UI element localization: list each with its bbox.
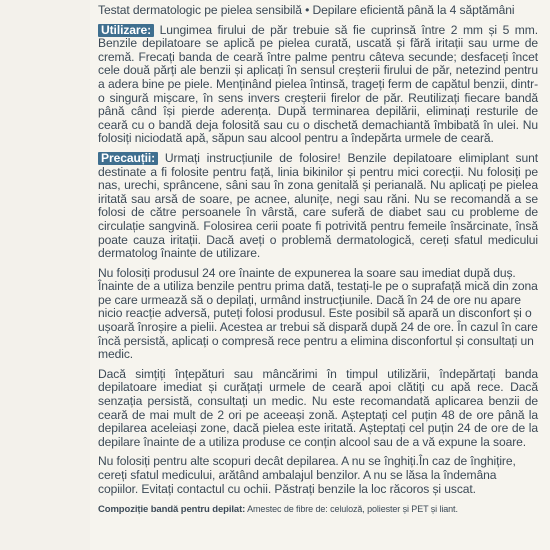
sun-exposure-paragraph: Nu folosiți produsul 24 ore înainte de expunerea la soare sau imediat după duș. Înainte de a utiliza benzile pentru prima dată, testați-le pe o suprafață mică din zona pe care urmează să o depilați, urmând instrucțiunile. Dacă în 24 de ore nu apare nicio reacție adversă, puteți folosi produsul. Este posibil să apară un disconfort și o ușoară înroșire a pielii. Acestea ar trebui să dispară după 24 de ore. În cazul în care încă persistă, aplicați o compresă rece pentru a elimina disconfortul și consultați un medic. xyxy=(98,265,538,362)
precautions-text: Urmați instrucțiunile de folosire! Benzile depilatoare elimiplant sunt destinate a fi folosite pentru față, linia bikinilor și pentru mici corecții. Nu folosiți pe nas, urechi, sprâncene, sâni sau în zona genitală și perianală. Nu aplicați pe pielea iritată sau arsă de soare, pe acnee, alunițe, negi sau răni. Nu se recomandă a se folosi de către persoanele în vârstă, care suferă de diabet sau cu probleme de circulație sangvină. Folosirea cerii poate fi potrivită pentru femeile însărcinate, însă poate cauza iritații. Dacă aveți o problemă dermatologică, cereți sfatul medicului dermatolog înainte de utilizare. xyxy=(98,150,538,261)
irritation-paragraph: Dacă simțiți înțepături sau mâncărimi în timpul utilizării, îndepărtați banda depilatoare imediat și curățați urmele de ceară apoi clătiți cu apă rece. Dacă senzația persistă, consultați un medic. Nu este recomandată aplicarea benzii de ceară de mai mult de 2 ori pe aceeași zonă. Așteptați cel puțin 48 de ore până la depilarea aceleiași zone, dacă pielea este iritată. Așteptați cel puțin 24 de ore de la depilare înainte de a utiliza produse ce conțin alcool sau de a vă expune la soare. xyxy=(98,366,538,449)
composition-label: Compoziție bandă pentru depilat: xyxy=(98,504,246,516)
precautions-paragraph xyxy=(98,152,538,261)
instructions-text-block xyxy=(98,4,538,515)
precautions-heading: Precauții: xyxy=(98,152,158,165)
safety-paragraph: Nu folosiți pentru alte scopuri decât depilarea. A nu se înghiți.În caz de înghițire, cereți sfatul medicului, arătând ambalajul benzilor. A nu se lăsa la îndemâna copiilor. Evitați contactul cu ochii. Păstrați benzile la loc răcoros și uscat. xyxy=(98,454,516,496)
composition-text: Amestec de fibre de: celuloză, poliester și PET și liant. xyxy=(245,504,458,515)
usage-paragraph xyxy=(98,24,538,146)
composition-line xyxy=(98,504,538,515)
intro-line: Testat dermatologic pe pielea sensibilă • Depilare eficientă până la 4 săptămâni xyxy=(98,3,515,17)
usage-heading: Utilizare: xyxy=(98,24,154,37)
usage-text: Lungimea firului de păr trebuie să fie cuprinsă între 2 mm și 5 mm. Benzile depilatoare se aplică pe pielea curată, uscată și fără iritații sau urme de cremă. Frecați banda de ceară între palme pentru câteva secunde; desfaceți încet cele două părți ale benzii și aplicați în sensul creșterii firului de păr, netezind pentru a adera bine pe piele. Menținând pielea întinsă, trageți ferm de capătul benzii, dintr-o singură mișcare, în sens invers creșterii firelor de păr. Reutilizați fiecare bandă până când își pierde aderența. După terminarea depilării, eliminați resturile de ceară cu o bandă deja folosită sau cu o dischetă demachiantă îmbibată în ulei. Nu folosiți niciodată apă, săpun sau alcool pentru a îndepărta urmele de ceară. xyxy=(98,22,538,146)
